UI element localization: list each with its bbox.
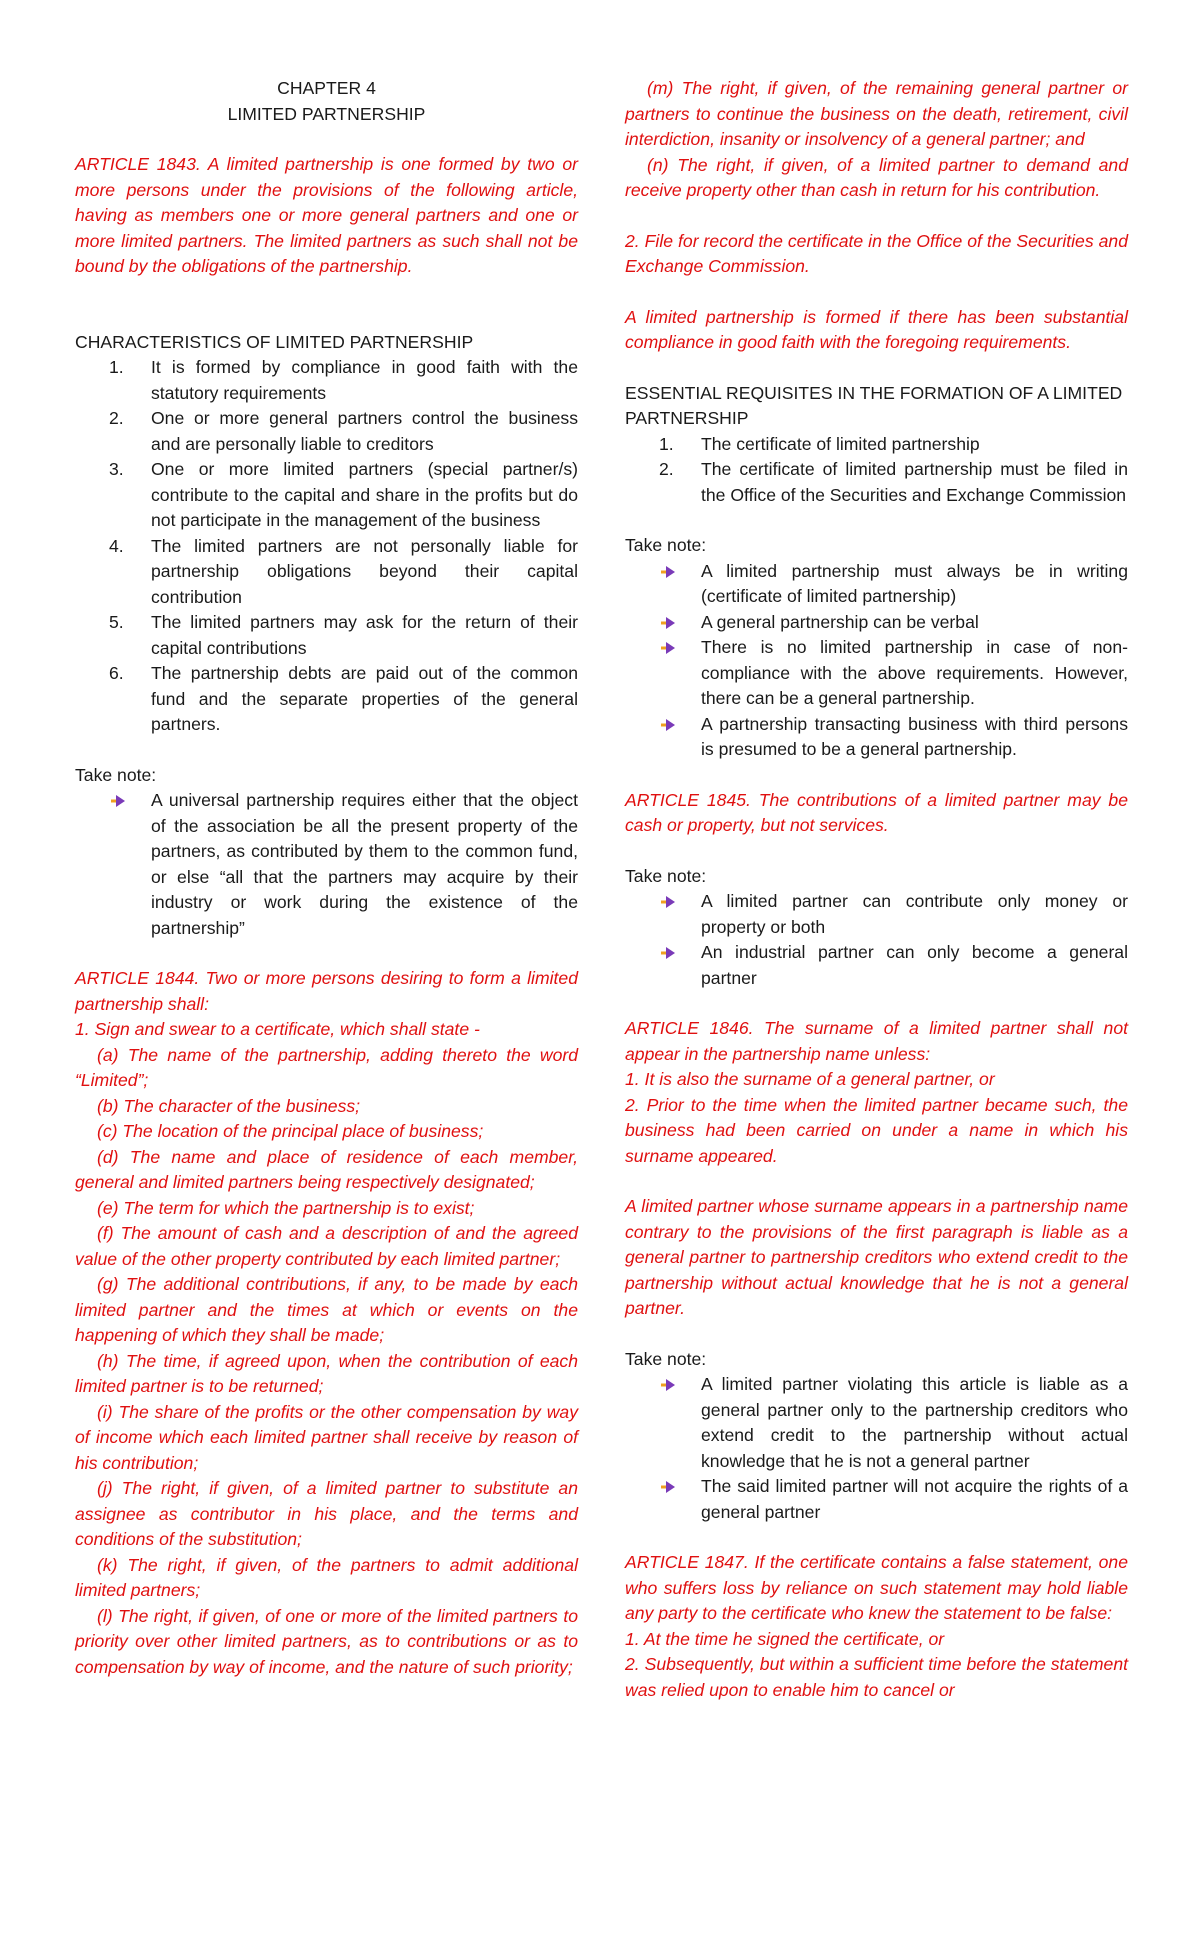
chapter-title: LIMITED PARTNERSHIP [227,103,426,124]
list-item: 4. The limited partners are not personally liable for partnership obligations beyond their capital contribution [109,535,578,607]
arrow-bullet-icon [661,566,675,578]
article-1844-sub-a: (a) The name of the partnership, adding thereto the word “Limited”; [75,1044,578,1090]
article-1844-sub-g: (g) The additional contributions, if any, to be made by each limited partner and the times at which or events on the happening of which they shall be made; [75,1274,578,1345]
list-item: A general partnership can be verbal [625,610,1128,636]
article-1844-sub-b: (b) The character of the business; [97,1095,361,1116]
arrow-bullet-icon [661,1481,675,1493]
note-list [625,1372,1128,1525]
list-item: An industrial partner can only become a general partner [625,940,1128,991]
take-note-label: Take note: [625,1348,707,1369]
take-note-label: Take note: [625,865,707,886]
article-1846-item-2: 2. Prior to the time when the limited partner became such, the business had been carried on under a name in which his surname appeared. [625,1094,1128,1166]
article-1845: ARTICLE 1845. The contributions of a limited partner may be cash or property, but not services. [625,789,1128,835]
list-item: A limited partner can contribute only money or property or both [625,889,1128,940]
list-item: There is no limited partnership in case of non-compliance with the above requirements. However, there can be a general partnership. [625,635,1128,712]
requisites-heading: ESSENTIAL REQUISITES IN THE FORMATION OF A LIMITED PARTNERSHIP [625,382,1123,428]
arrow-bullet-icon [661,642,675,654]
characteristics-list [75,355,578,738]
characteristics-heading: CHARACTERISTICS OF LIMITED PARTNERSHIP [75,331,474,352]
arrow-bullet-icon [661,617,675,629]
article-1844-sub-k: (k) The right, if given, of the partners to admit additional limited partners; [75,1554,578,1600]
article-1846-item-1: 1. It is also the surname of a general partner, or [625,1069,995,1089]
list-item: 1. It is formed by compliance in good faith with the statutory requirements [109,357,578,403]
article-1847-item-1: 1. At the time he signed the certificate, or [625,1628,945,1649]
article-1843: ARTICLE 1843. A limited partnership is one formed by two or more persons under the provisions of the following article, having as members one or more general partners and one or more limited partners. The limited partners as such shall not be bound by the obligations of the partnership. [75,154,578,276]
article-1844-intro: ARTICLE 1844. Two or more persons desiring to form a limited partnership shall: [75,968,578,1014]
chapter-number: CHAPTER 4 [277,78,376,98]
article-1844-sub-j: (j) The right, if given, of a limited partner to substitute an assignee as contributor in his place, and the terms and conditions of the substitution; [75,1478,578,1549]
article-1844-sub-i: (i) The share of the profits or the other compensation by way of income which each limited partner shall receive by reason of his contribution; [75,1401,578,1473]
article-1844-sub-d: (d) The name and place of residence of each member, general and limited partners being respectively designated; [75,1146,578,1192]
article-1847-item-2: 2. Subsequently, but within a sufficient time before the statement was relied upon to enable him to cancel or [625,1654,1128,1700]
list-item: 2. The certificate of limited partnership must be filed in the Office of the Securities and Exchange Commission [659,459,1128,505]
article-1844-final-paragraph: A limited partnership is formed if there has been substantial compliance in good faith with the foregoing requirements. [625,306,1128,352]
article-1844-sub-f: (f) The amount of cash and a description of and the agreed value of the other property contributed by each limited partner; [75,1223,578,1269]
note-list [625,559,1128,763]
note-list [625,889,1128,991]
article-1844-sub-e: (e) The term for which the partnership is to exist; [97,1197,475,1218]
arrow-bullet-icon [111,795,125,807]
list-item: 1. The certificate of limited partnership [659,433,980,454]
article-1844-sub-m: (m) The right, if given, of the remaining general partner or partners to continue the business on the death, retirement, civil interdiction, insanity or insolvency of a general partner; and [625,78,1128,149]
left-column [75,76,578,1680]
article-1844-sub-n: (n) The right, if given, of a limited partner to demand and receive property other than cash in return for his contribution. [625,154,1128,200]
article-1844-item-2: 2. File for record the certificate in the Office of the Securities and Exchange Commission. [625,230,1128,276]
article-1847-intro: ARTICLE 1847. If the certificate contains a false statement, one who suffers loss by reliance on such statement may hold liable any party to the certificate who knew the statement to be false: [625,1552,1128,1623]
list-item: The said limited partner will not acquire the rights of a general partner [625,1474,1128,1525]
list-item: A partnership transacting business with third persons is presumed to be a general partnership. [625,712,1128,763]
arrow-bullet-icon [661,719,675,731]
take-note-label: Take note: [625,535,707,555]
article-1844-sub-c: (c) The location of the principal place of business; [97,1121,484,1141]
list-item: 6. The partnership debts are paid out of the common fund and the separate properties of the general partners. [109,663,578,734]
list-item: 2. One or more general partners control the business and are personally liable to creditors [109,408,578,454]
list-item: A limited partner violating this article is liable as a general partner only to the partnership creditors who extend credit to the partnership without actual knowledge that he is not a general partner [625,1372,1128,1474]
arrow-bullet-icon [661,947,675,959]
article-1844-sub-h: (h) The time, if agreed upon, when the contribution of each limited partner is to be returned; [75,1350,578,1396]
take-note-label: Take note: [75,764,157,785]
list-item: A limited partnership must always be in writing (certificate of limited partnership) [625,559,1128,610]
list-item: 5. The limited partners may ask for the return of their capital contributions [109,612,578,658]
list-item: 3. One or more limited partners (special partner/s) contribute to the capital and share in the profits but do not participate in the management of the business [109,459,578,530]
list-item: A universal partnership requires either that the object of the association be all the present property of the partners, as contributed by them to the common fund, or else “all that the partners may acquire by their industry or work during the existence of the partnership” [75,788,578,941]
article-1844-sub-l: (l) The right, if given, of one or more of the limited partners to priority over other limited partners, as to contributions or as to compensation by way of income, and the nature of such priority; [75,1605,578,1677]
note-list [75,788,578,941]
right-column [625,76,1128,1703]
article-1846-intro: ARTICLE 1846. The surname of a limited partner shall not appear in the partnership name unless: [625,1018,1128,1064]
article-1844-item-1: 1. Sign and swear to a certificate, which shall state - [75,1019,480,1039]
article-1846-paragraph: A limited partner whose surname appears in a partnership name contrary to the provisions of the first paragraph is liable as a general partner to partnership creditors who extend credit to the partnership without actual knowledge that he is not a general partner. [625,1196,1128,1318]
arrow-bullet-icon [661,896,675,908]
arrow-bullet-icon [661,1379,675,1391]
requisites-list [625,432,1128,509]
